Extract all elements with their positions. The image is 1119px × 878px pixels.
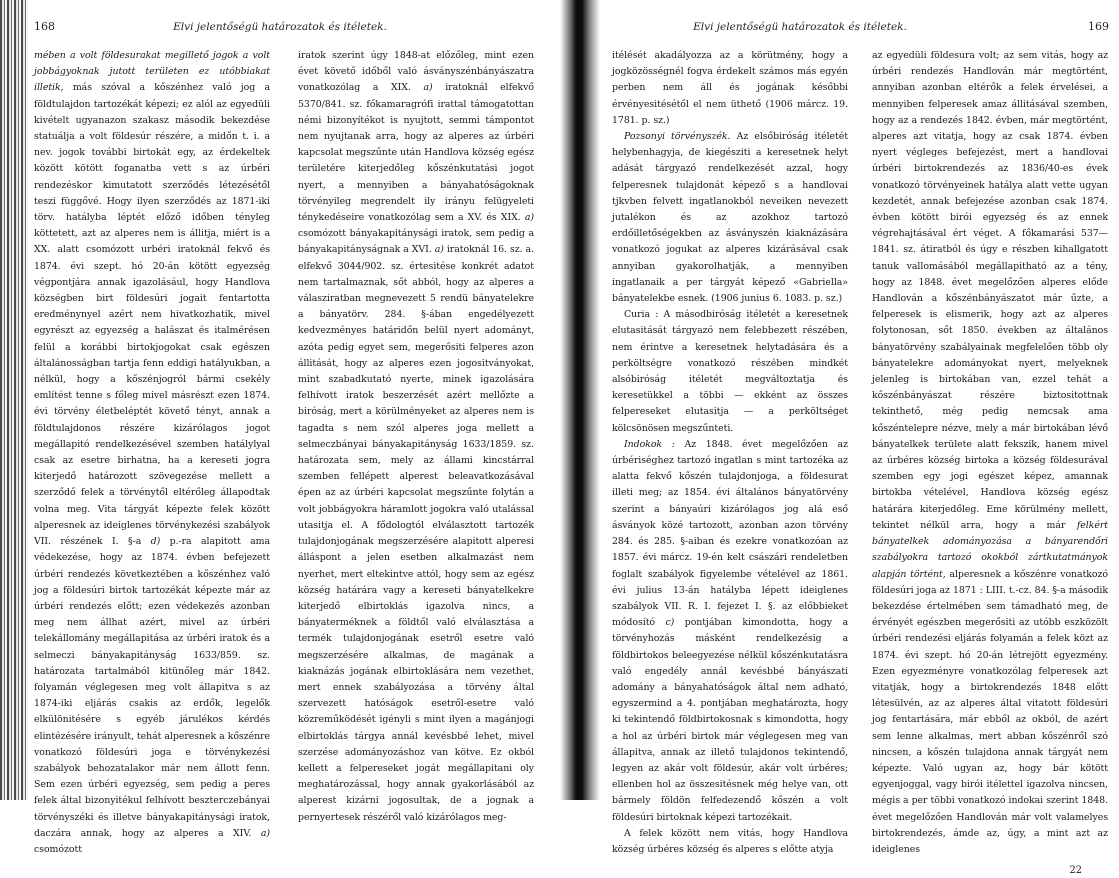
signature-mark: 22	[1069, 865, 1082, 877]
paragraph	[872, 48, 1108, 858]
section-label: Indokok :	[624, 438, 675, 450]
reference-mark: a)	[434, 244, 444, 256]
court-name: Pozsonyi törvényszék.	[624, 131, 731, 143]
body-text: Az 1848. évet megelőzően az úrbériséghez tartozó ingatlan s mint tartozéka az alatta fekvő kőszén tulajdonjoga, a földesurat illeti meg; az 1854. évi általános bányatörvény szerint a bányaúri kizárólagos jog alá eső ásványok közé tartozott, azonban azon törvény 284. és 285. §-aiban és ezekre vonatkozóan az 1857. évi márcz. 19-én kelt császári rendeletben foglalt szabályok figyelembe vételével az 1861. évi julius 13-án hatályba lépett ideiglenes szabályok VII. R. I. fejezet I. §. az előbbieket módosító	[612, 438, 848, 629]
column-right-2	[872, 48, 1108, 878]
paragraph	[298, 48, 534, 826]
paragraph	[612, 437, 848, 826]
body-text: iratok szerint úgy 1848-at előzőleg, mint ezen évet követő időből való ásványszénbányászatra vonatkozólag a XIX.	[298, 50, 534, 94]
running-head: Elvi jelentőségü határozatok és itéletek.	[173, 21, 387, 33]
italic-text: felkért bányatelkek adományozása a bányarendőri szabályokra tartozó okokból zártkutatmányok alapján történt,	[872, 519, 1108, 580]
paragraph	[612, 129, 848, 307]
body-text: iratoknál elfekvő 5370/841. sz. főkamaragrófi irattal támogatottan némi bizonyítékot is nyujtott, semmi támpontot nem nyujtanak arra, hogy az alperes az úrbéri kapcsolat megszűnte után Handlova község egész területére kiterjedőleg kőszénkutatási jogot nyert, a mennyiben a bányahatóságoknak törvényileg megrendelt ily irányu felügyeleti ténykedéseire vonatkozólag sem a XV. és XIX.	[298, 82, 534, 224]
body-text: pontjában kimondotta, hogy a törvényhozás másként rendelkezésig a földbirtokos beleegyezése nélkül kőszénkutatásra való engedély annál kevésbbé bányászati adomány a bányahatóságok által nem adható, egyszermind a 4. pontjában meghatározta, hogy ki tekintendő földbirtokosnak s kimondotta, hogy a hol az úrbéri birtok már véglegesen meg van állapitva, annak az illető tulajdonos tekintendő, legyen az akár volt földesúr, akár volt úrbéres; ellenben hol az összesitésnek még helye van, ott bármely földön felfedezendő kőszén a volt földesúri birtoknak képezi tartozékait.	[612, 617, 848, 823]
paragraph: Curia : A másodbiróság itéletét a keresetnek elutasitását tárgyazó nem felebbezett részében, nem érintve a keresetnek helytadására és a perköltségre vonatkozó részében mindkét alsóbiróság itéletét megváltoztatja és keresetükkel a többi — ekként az összes felpereseket elutasitja — a perköltséget kölcsönösen megszűnteti.	[612, 309, 848, 434]
page-left	[0, 0, 560, 855]
body-text: Az elsőbiróság itéletét helybenhagyja, de kiegésziti a keresetnek helyt adását tárgyazó rendelkezését azzal, hogy felperesnek tulajdonát képező s a handlovai tjkvben felvett ingatlanokból neveiken nevezett jutalékon és az azokhoz tartozó erdőilletőségekben az ásványszén kiaknázására vonatkozó jogukat az alperes kizárásával csak annyiban gyakorolhatják, a mennyiben ingatlanaik a per tárgyát képező «Gabriella» bányatelekbe esnek. (1906 junius 6. 1083. p. sz.)	[612, 131, 848, 305]
body-text: iratoknál 16. sz. a. elfekvő 3044/902. sz. értesitése konkrét adatot nem tartalmaznak, sőt abból, hogy az alperes a válasziratban megnevezett 5 rendü bányatelekre a bányatörv. 284. §-ában engedélyezett kedvezményes határidőn belül nyert adományt, azóta pedig egyet sem, megerősiti felperes azon állitását, hogy az alperes ezen jogositványokat, mint szabadkutató nyerte, minek igazolására felhívott iratok beszerzését azért mellőzte a biróság, mert a körülményeket az alperes nem is tagadta s nem szól alperes joga mellett a selmeczbányai bányakapitányság 1633/1859. sz. határozata sem, mely az állami kincstárral szemben fellépett alperest beleavatkozásával épen az az úrbéri kapcsolat megszűnte folytán a volt jobbágyokra háramlott jogokra való utalással utasitja el. A fődologtól elválasztott tartozék tulajdonjogának megszerzésére alapitott alperesi álláspont a jelen esetben alkalmazást nem nyerhet, mert eltekintve attól, hogy sem az egész község határára vagy a kereseti bányatelkekre kiterjedő elbirtoklás igazolva nincs, a bányaterméknek a földtől való elválasztása a termék tulajdonjogának esetről esetre való megszerzésére alkalmas, de magának a kiaknázás jogának elbirtoklására nem vezethet, mert ennek szabályozása a törvény által szervezett hatóságok esetről-esetre való közreműködését igényli s mint ilyen a magánjogi elbirtoklás tárgya annál kevésbbé lehet, mivel szerzése adományozáshoz van kötve. Ez okból kellett a felpereseket jogát megállapitani oly meghatározással, hogy annak gyakorlásából az alperest kizárni jogosultak, de a jognak a pernyertesek részéről való kizárólagos meg-	[298, 244, 534, 823]
paragraph	[34, 48, 270, 858]
body-text: más szóval a kőszénhez való jog a földtulajdon tartozékát képezi; ez alól az egyedüli kivételt ugyanazon szakasz második bekezdése statuálja a volt földesúr részére, a midőn t. i. a nev. jogok további birtokát egy, az érdekeltek között kötött foganatba vett s az úrbéri rendezéskor kimutatott szerződés létezésétől teszi függővé. Hogy ilyen szerződés az 1871-iki törv. hatályba léptét előző időben tényleg köttetett, azt az alperes nem is állitja, miért is a XX. alatt csomózott urbéri iratoknál fekvő és 1874. évi szept. hó 20-án kötött egyezség végpontjára annak igazolásául, hogy Handlova községben birt földesúri jogait fentartotta eredménynyel azért nem hivatkozhatik, mivel egyrészt az egyezség a halászat és italmérésen felül a korábbi birtokjogokat csak egészen általánosságban tartja fenn eddigi hatályukban, a nélkül, hogy a kőszénjogról bármi csekély említést tenne s főleg mivel másrészt ezen 1874. évi törvény életbeléptét követő tényt, annak a földtulajdonos részére kizárólagos jogot megállapitó rendelkezésével szemben hatálylyal csak az esetre birhatna, ha a kereseti jogra kiterjedő határozott szövegezése mellett a szerződő felek a törvénytől eltérőleg állapodtak volna meg. Vita tárgyát képezte felek között alperesnek az ideiglenes törvénykezési szabályok VII. részének I. §-a	[34, 82, 270, 548]
running-head: Elvi jelentőségü határozatok és itéletek.	[693, 21, 907, 33]
italic-text: mében a volt földesurakat megillető jogok a volt jobbágyoknak jutott területen ez utóbbiakat illetik,	[34, 50, 270, 94]
page-number: 169	[1088, 20, 1109, 33]
page-number: 168	[34, 20, 55, 33]
reference-mark: c)	[665, 617, 675, 629]
body-text: alperesnek a kőszénre vonatkozó földesúri joga az 1871 : LIII. t.-cz. 84. §-a második bekezdése értelmében sem támadható meg, de érvényét egészben megerősiti az utóbb eszközölt úrbéri rendezési eljárás folyamán a felek közt az 1874. évi szept. hó 20-án létrejött egyezmény. Ezen egyezményre vonatkozólag felperesek azt vitatják, hogy a birtokrendezés 1848 előtt létesülvén, az az alperes által vitatott földesúri jog fentartására, már ebből az okból, de azért sem lenne alkalmas, mert abban kőszénről szó nincsen, a kőszén tulajdona annak tárgyát nem képezte. Való ugyan az, hogy bár kötött egyenjoggal, vagy birói itélettel igazolva nincsen, mégis a per többi vonatkozó indokai szerint 1848. évet megelőzően Handlován már volt valamelyes birtokrendezés, ámde az, úgy, a mint azt az ideiglenes	[872, 568, 1109, 855]
body-text: p.-ra alapitott ama védekezése, hogy az 1874. évben befejezett úrbéri rendezés következtében a kőszénhez való jog a földesúri birtok tartozékát képezte már az úrbéri rendezés előtt; ezen védekezés azonban meg nem állhat azért, mivel az úrbéri telekállomány megállapitása az úrbéri iratok és a selmeczi bányakapitányság 1633/859. sz. határozata tartalmából kitünőleg már 1842. folyamán véglegesen meg volt állapitva s az 1874-iki eljárás csakis az erdők, legelők elkülönitésére s egyéb járulékos kérdés elintézésére irányult, tehát alperesnek a kőszénre vonatkozó földesúri joga e törvénykezési szabályok behozatalakor már nem állott fenn. Sem ezen úrbéri egyezség, sem pedig a peres felek által bizonyitékul felhívott beszterczebányai törvényszéki és illetve bányakapitánysági iratok, daczára annak, hogy az alperes a XIV.	[34, 536, 270, 839]
reference-mark: a)	[524, 212, 534, 224]
body-text: az egyedüli földesura volt; az sem vitás, hogy az úrbéri rendezés Handlován már megtörtént, annyiban azonban eltérők a felek érvelései, a mennyiben felperesek amaz állitásával szemben, hogy az a rendezés 1842. évben, már megtörtént, alperes azt vitatja, hogy az csak 1874. évben nyert végleges befejezést, mert a handlovai úrbéri birtokrendezés az 1836/40-es évek vonatkozó törvényeinek hatálya alatt vette ugyan kezdetét, annak befejezése azonban csak 1874. évben kötött birói egyezség és az ennek végrehajtásával ért véget. A főkamarási 537—1841. sz. átiratból és úgy e részben kihallgatott tanuk vallomásából megállapitható az a tény, hogy az 1848. évet megelőzően alperes elődе Handlován a kőszénbányászatot már űzte, a felperesek is elismerik, hogy azt az alperes folytonosan, sőt 1850. években az általános bányatörvény szabályainak megfelelően több oly bányatelekre adományokat nyert, melyeknek jelenleg is birtokában van, ezzel tehát a kőszénbányászat részére biztositottnak tekinthető, még pedig nemcsak ama kőszéntelepre nézve, mely a már birtokában lévő bányatelkek területe alatt fekszik, hanem mivel az úrbéres község birtoka a község földesurával szemben egy jogi egészet képez, amannak birtokba vételével, Handlova község egész határára kiterjedőleg. Eme körülmény mellett, tekintet nélkül arra, hogy a már	[872, 50, 1108, 531]
paragraph: itélését akadályozza az a körütmény, hogy a jogközösségnél fogva érdekelt számos más egyén perben nem áll és jogának későbbi érvényesitésétől el nem üthető (1906 márcz. 19. 1781. p. sz.)	[612, 50, 848, 126]
page-right	[600, 0, 1119, 877]
paragraph: A felek között nem vitás, hogy Handlova község úrbéres község és alperes s előtte atyja	[612, 827, 848, 855]
body-text: csomózott	[34, 843, 82, 855]
reference-mark: d)	[150, 536, 161, 548]
book-gutter	[560, 0, 600, 800]
reference-mark: a)	[260, 827, 270, 839]
reference-mark: a)	[423, 82, 433, 94]
body-text: csomózott bányakapitánysági iratok, sem pedig a bányakapitányságnak a XVI.	[298, 228, 534, 256]
column-right-1	[612, 48, 848, 858]
column-left-2	[298, 48, 534, 826]
column-left-1	[34, 48, 270, 858]
